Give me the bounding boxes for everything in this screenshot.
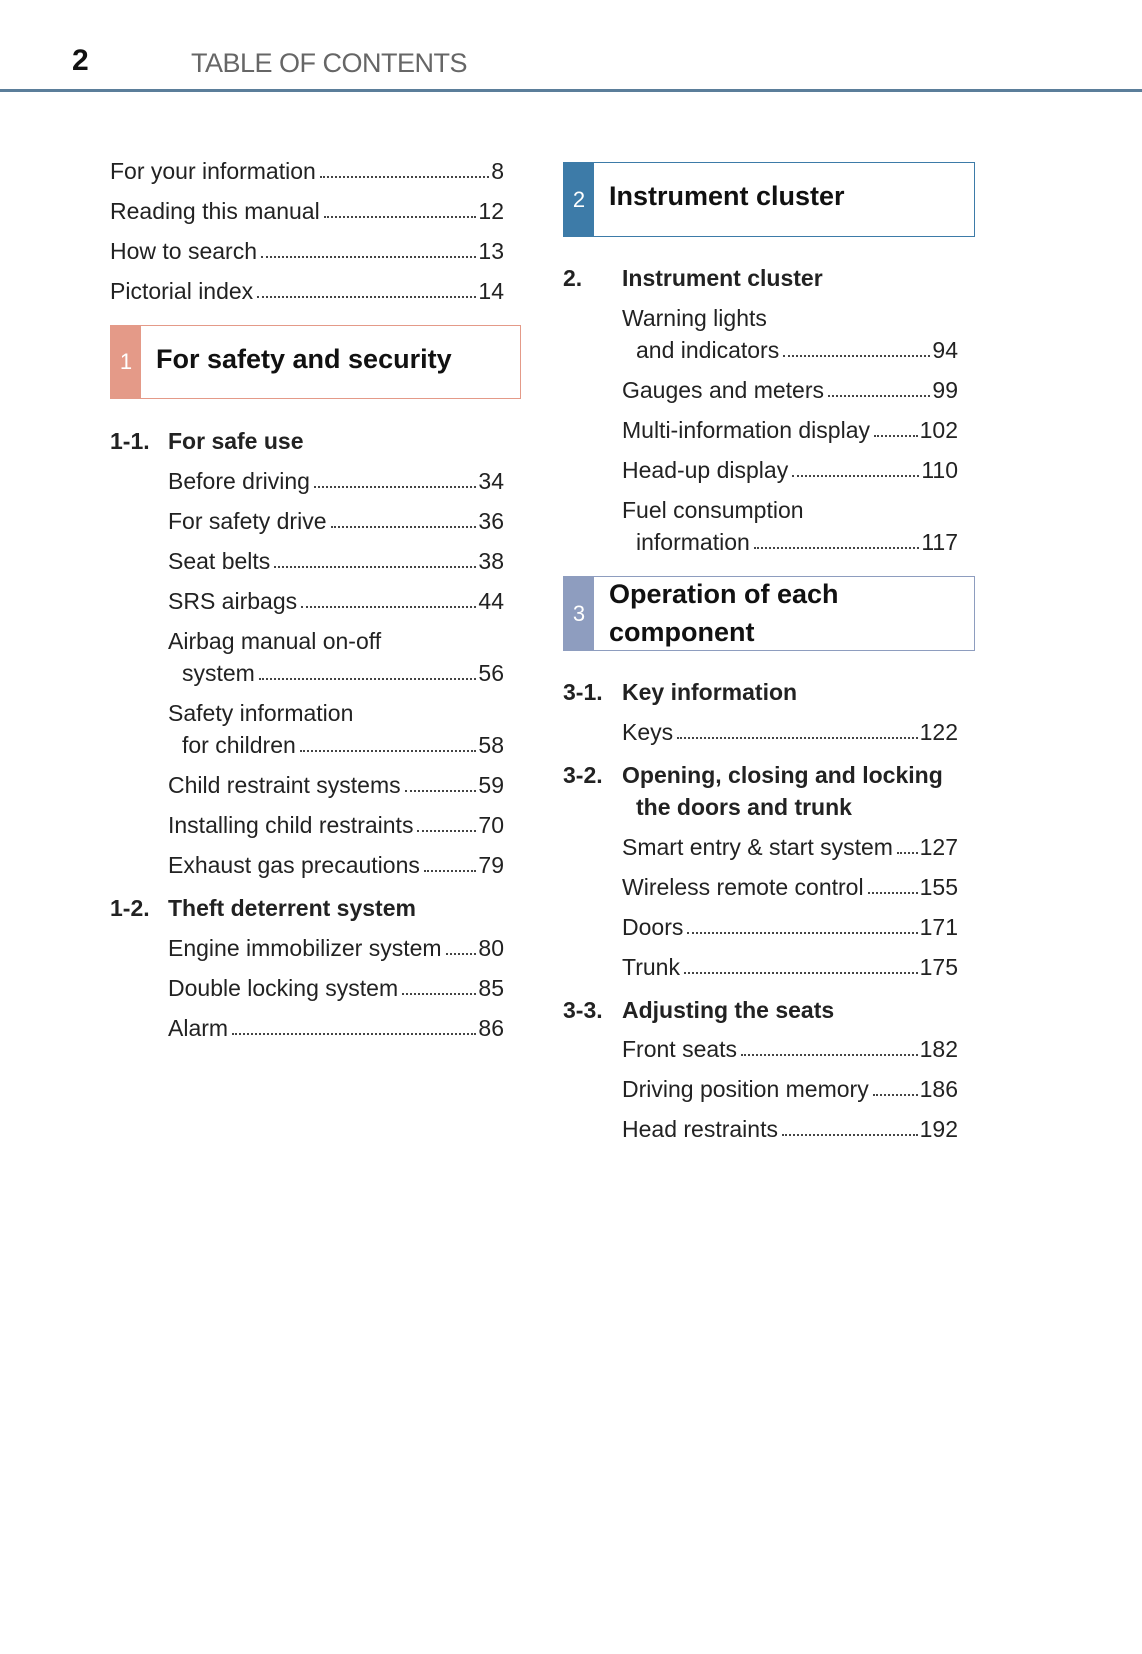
entry-page: 59 <box>478 772 504 798</box>
toc-entry[interactable] <box>168 546 504 576</box>
entry-label: Head-up display <box>622 457 789 483</box>
entry-label: Wireless remote control <box>622 874 864 900</box>
toc-entry[interactable] <box>636 527 958 557</box>
toc-entry[interactable] <box>182 730 504 760</box>
entry-label: Installing child restraints <box>168 812 414 838</box>
entry-page: 14 <box>478 278 504 304</box>
entry-page: 70 <box>478 812 504 838</box>
entry-label: Alarm <box>168 1015 229 1041</box>
toc-entry[interactable] <box>168 586 504 616</box>
entry-label: How to search <box>110 238 258 264</box>
section-title: Instrument cluster <box>609 181 845 211</box>
entry-label: Driving position memory <box>622 1076 869 1102</box>
entry-page: 85 <box>478 975 504 1001</box>
toc-entry[interactable] <box>622 952 958 982</box>
entry-page: 94 <box>932 337 958 363</box>
toc-entry[interactable] <box>622 455 958 485</box>
toc-entry[interactable] <box>182 658 504 688</box>
dot-leader <box>873 1094 918 1096</box>
group-title-heading-line2: the doors and trunk <box>636 794 852 820</box>
section-box-3[interactable] <box>563 576 975 651</box>
entry-page: 110 <box>921 457 958 483</box>
entry-label: information <box>636 529 750 555</box>
entry-page: 171 <box>919 914 958 940</box>
entry-label: Seat belts <box>168 548 271 574</box>
page-title: TABLE OF CONTENTS <box>191 48 468 78</box>
dot-leader <box>874 435 918 437</box>
toc-entry-line1[interactable]: Warning lights <box>622 305 767 331</box>
toc-entry[interactable] <box>168 506 504 536</box>
entry-page: 117 <box>921 529 958 555</box>
group-number-heading: 1-1. <box>110 428 150 454</box>
dot-leader <box>754 547 920 549</box>
group-title-heading: Key information <box>622 679 798 705</box>
header-rule <box>0 89 1142 92</box>
entry-page: 34 <box>478 468 504 494</box>
toc-entry[interactable] <box>622 1034 958 1064</box>
dot-leader <box>424 870 477 872</box>
dot-leader <box>828 395 930 397</box>
dot-leader <box>324 216 477 218</box>
dot-leader <box>402 993 476 995</box>
section-box-2[interactable] <box>563 162 975 237</box>
toc-entry[interactable] <box>636 335 958 365</box>
dot-leader <box>783 355 930 357</box>
entry-label: Doors <box>622 914 684 940</box>
group-number-heading: 3-2. <box>563 762 603 788</box>
section-number-tab: 3 <box>564 577 594 650</box>
entry-page: 36 <box>478 508 504 534</box>
toc-entry[interactable] <box>168 1013 504 1043</box>
dot-leader <box>314 486 476 488</box>
entry-label: and indicators <box>636 337 780 363</box>
dot-leader <box>320 176 489 178</box>
toc-entry-line1[interactable]: Airbag manual on-off <box>168 628 382 654</box>
dot-leader <box>446 953 477 955</box>
toc-entry[interactable] <box>622 1074 958 1104</box>
toc-entry-line1[interactable]: Safety information <box>168 700 354 726</box>
toc-entry[interactable] <box>622 872 958 902</box>
entry-page: 12 <box>478 198 504 224</box>
group-title-heading: Instrument cluster <box>622 265 823 291</box>
entry-label: For safety drive <box>168 508 327 534</box>
entry-page: 86 <box>478 1015 504 1041</box>
group-number-heading: 2. <box>563 265 583 291</box>
toc-entry-line1[interactable]: Fuel consumption <box>622 497 804 523</box>
toc-entry[interactable] <box>168 973 504 1003</box>
entry-label: Keys <box>622 719 674 745</box>
dot-leader <box>782 1134 918 1136</box>
toc-entry[interactable] <box>622 1114 958 1144</box>
entry-page: 102 <box>919 417 958 443</box>
dot-leader <box>792 475 919 477</box>
dot-leader <box>897 852 918 854</box>
entry-label: system <box>182 660 255 686</box>
dot-leader <box>741 1054 918 1056</box>
entry-page: 56 <box>478 660 504 686</box>
toc-entry[interactable] <box>622 375 958 405</box>
dot-leader <box>868 892 918 894</box>
entry-label: Before driving <box>168 468 310 494</box>
group-number-heading: 3-3. <box>563 997 603 1023</box>
entry-label: Front seats <box>622 1036 738 1062</box>
entry-label: Multi-information display <box>622 417 870 443</box>
entry-page: 175 <box>919 954 958 980</box>
entry-label: Double locking system <box>168 975 399 1001</box>
dot-leader <box>232 1033 476 1035</box>
entry-page: 192 <box>919 1116 958 1142</box>
entry-label: Reading this manual <box>110 198 320 224</box>
entry-page: 44 <box>478 588 504 614</box>
entry-page: 13 <box>478 238 504 264</box>
dot-leader <box>300 750 477 752</box>
toc-entry[interactable] <box>168 933 504 963</box>
dot-leader <box>677 737 917 739</box>
group-title-heading: Theft deterrent system <box>168 895 416 921</box>
dot-leader <box>684 972 918 974</box>
toc-entry[interactable] <box>110 276 504 306</box>
section-box-1[interactable] <box>110 325 521 399</box>
dot-leader <box>405 790 477 792</box>
entry-page: 99 <box>932 377 958 403</box>
toc-entry[interactable] <box>168 770 504 800</box>
toc-entry[interactable] <box>110 196 504 226</box>
entry-page: 122 <box>919 719 958 745</box>
entry-page: 79 <box>478 852 504 878</box>
section-number-tab: 2 <box>564 163 594 236</box>
entry-page: 80 <box>478 935 504 961</box>
toc-entry[interactable] <box>622 717 958 747</box>
toc-entry[interactable] <box>168 810 504 840</box>
page-number: 2 <box>72 44 89 77</box>
toc-entry[interactable] <box>622 832 958 862</box>
toc-entry[interactable] <box>110 156 504 186</box>
entry-label: Gauges and meters <box>622 377 825 403</box>
dot-leader <box>417 830 476 832</box>
entry-page: 127 <box>919 834 958 860</box>
toc-entry[interactable] <box>622 912 958 942</box>
entry-page: 182 <box>919 1036 958 1062</box>
toc-entry[interactable] <box>168 466 504 496</box>
dot-leader <box>301 606 476 608</box>
entry-label: Pictorial index <box>110 278 254 304</box>
entry-page: 8 <box>491 158 504 184</box>
entry-label: For your information <box>110 158 316 184</box>
dot-leader <box>274 566 476 568</box>
entry-label: Trunk <box>622 954 680 980</box>
entry-label: SRS airbags <box>168 588 298 614</box>
dot-leader <box>261 256 476 258</box>
entry-label: Exhaust gas precautions <box>168 852 420 878</box>
group-title-heading: Adjusting the seats <box>622 997 835 1023</box>
entry-page: 58 <box>478 732 504 758</box>
group-title-heading: For safe use <box>168 428 304 454</box>
entry-label: Engine immobilizer system <box>168 935 442 961</box>
dot-leader <box>331 526 477 528</box>
dot-leader <box>687 932 917 934</box>
entry-page: 38 <box>478 548 504 574</box>
entry-label: for children <box>182 732 296 758</box>
entry-page: 155 <box>919 874 958 900</box>
group-title-heading: Opening, closing and locking <box>622 762 943 788</box>
section-number-tab: 1 <box>111 326 141 398</box>
section-title: Operation of each <box>609 579 839 609</box>
toc-entry[interactable] <box>168 850 504 880</box>
section-title: For safety and security <box>156 344 452 374</box>
toc-entry[interactable] <box>110 236 504 266</box>
group-number-heading: 1-2. <box>110 895 150 921</box>
group-number-heading: 3-1. <box>563 679 603 705</box>
section-title-line2: component <box>609 617 755 647</box>
dot-leader <box>257 296 476 298</box>
entry-page: 186 <box>919 1076 958 1102</box>
entry-label: Head restraints <box>622 1116 778 1142</box>
entry-label: Smart entry & start system <box>622 834 893 860</box>
entry-label: Child restraint systems <box>168 772 401 798</box>
toc-entry[interactable] <box>622 415 958 445</box>
dot-leader <box>259 678 477 680</box>
